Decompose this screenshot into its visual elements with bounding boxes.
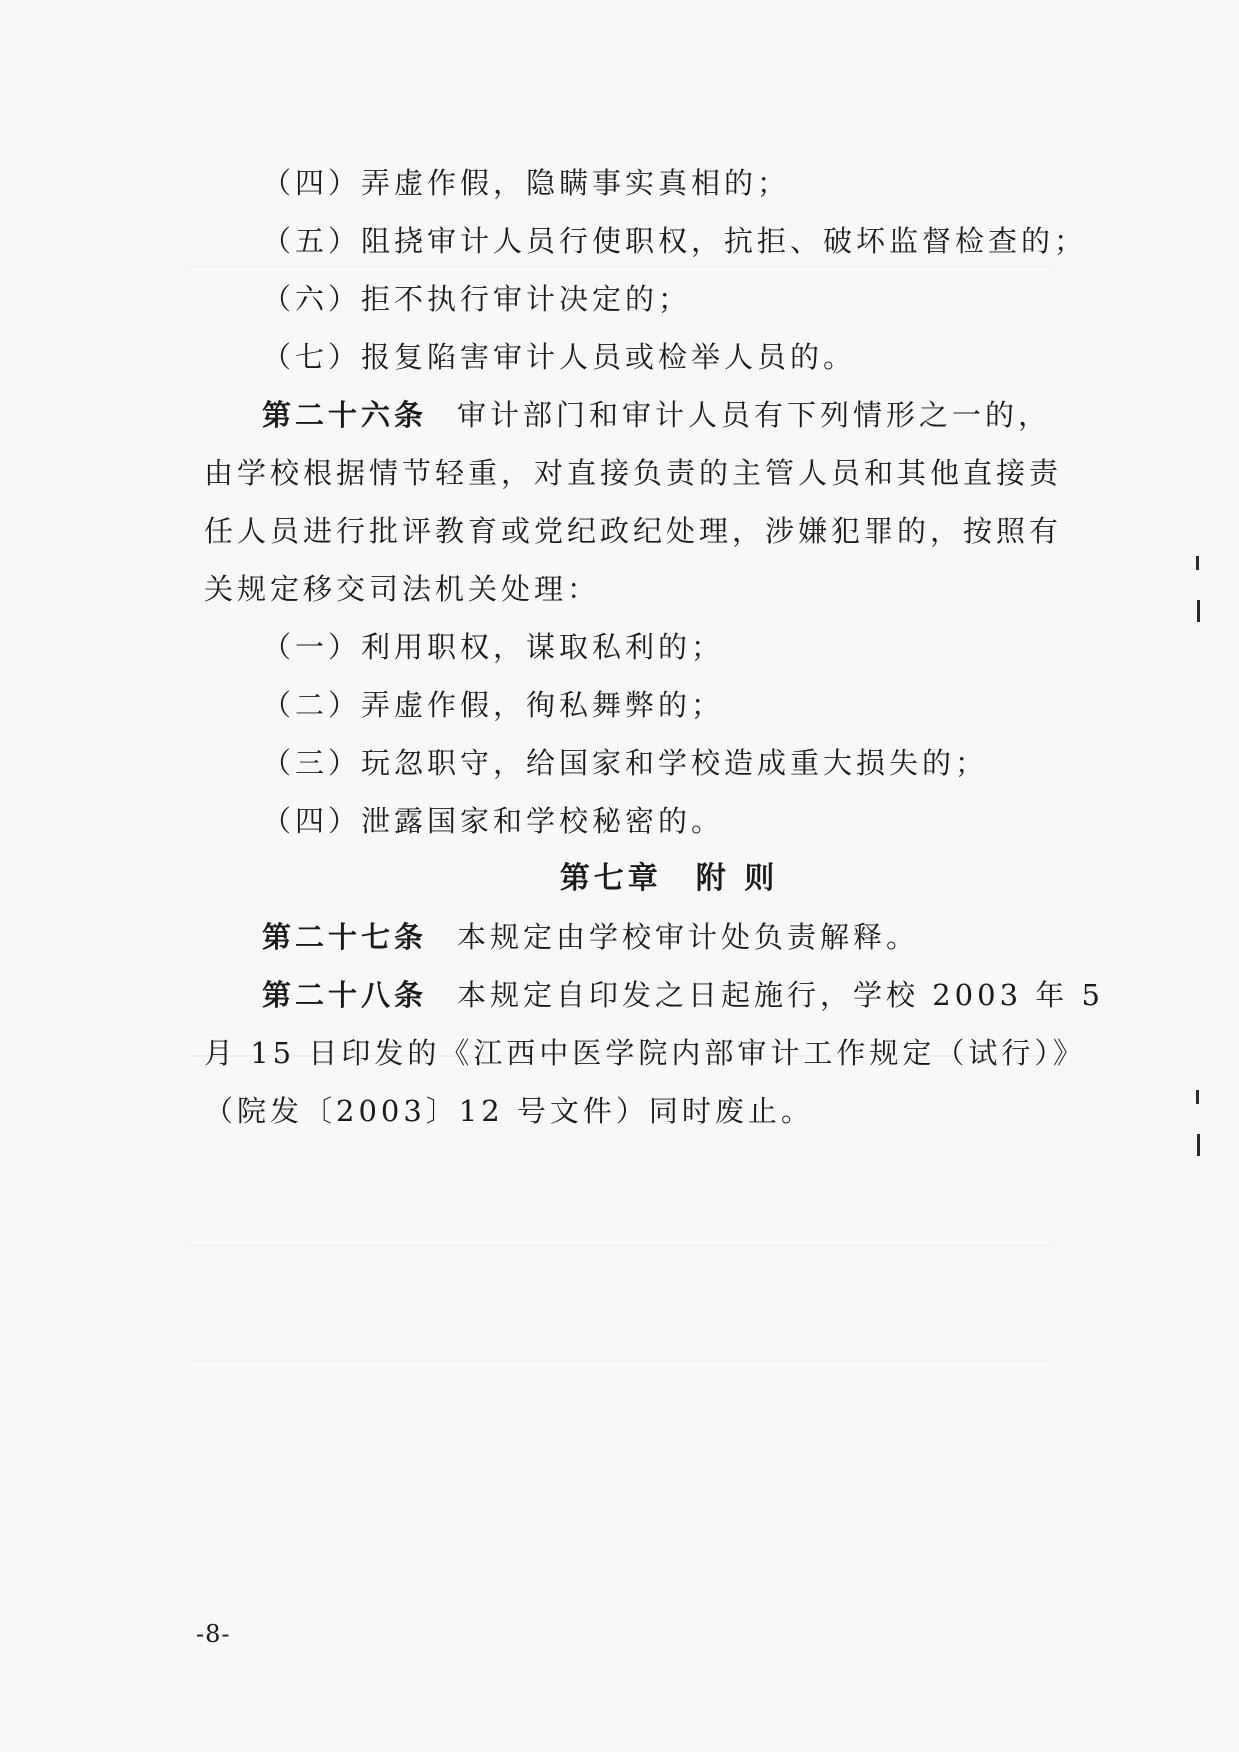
document-body <box>204 154 1104 1140</box>
bleed-through-line <box>190 1360 1050 1362</box>
article-28-heading: 第二十八条 <box>262 978 428 1012</box>
article-27-text: 本规定由学校审计处负责解释。 <box>457 920 920 954</box>
article-28-line: （院发〔2003〕12 号文件）同时废止。 <box>204 1094 814 1128</box>
list-item: （二）弄虚作假，徇私舞弊的； <box>262 688 725 722</box>
article-28-first-line <box>204 966 1104 1024</box>
binding-mark <box>1196 556 1199 570</box>
article-27 <box>204 908 1074 966</box>
bleed-through-line <box>190 1245 1050 1247</box>
article-26-line: 由学校根据情节轻重，对直接负责的主管人员和其他直接责 <box>204 456 1063 490</box>
binding-mark <box>1197 600 1200 622</box>
article-26-first-line <box>204 386 1074 444</box>
list-item: （四）弄虚作假，隐瞒事实真相的； <box>262 166 791 200</box>
article-26-line: 任人员进行批评教育或党纪政纪处理，涉嫌犯罪的，按照有 <box>204 514 1063 548</box>
binding-mark <box>1197 1134 1200 1156</box>
binding-mark <box>1196 1090 1199 1104</box>
article-28-line: 月 15 日印发的《江西中医学院内部审计工作规定（试行）》 <box>204 1036 1086 1070</box>
article-26-text: 审计部门和审计人员有下列情形之一的， <box>457 398 1052 432</box>
article-26-heading: 第二十六条 <box>262 398 428 432</box>
list-item: （五）阻挠审计人员行使职权，抗拒、破坏监督检查的； <box>262 224 1088 258</box>
article-27-heading: 第二十七条 <box>262 920 428 954</box>
list-item: （六）拒不执行审计决定的； <box>262 282 692 316</box>
chapter-title: 第七章 附 则 <box>559 861 779 896</box>
page-number: -8- <box>196 1620 231 1648</box>
article-26-line: 关规定移交司法机关处理： <box>204 572 601 606</box>
list-item: （一）利用职权，谋取私利的； <box>262 630 725 664</box>
list-item: （七）报复陷害审计人员或检举人员的。 <box>262 340 857 374</box>
list-item: （四）泄露国家和学校秘密的。 <box>262 804 725 838</box>
article-28-text: 本规定自印发之日起施行，学校 2003 年 5 <box>457 978 1104 1012</box>
list-item: （三）玩忽职守，给国家和学校造成重大损失的； <box>262 746 989 780</box>
